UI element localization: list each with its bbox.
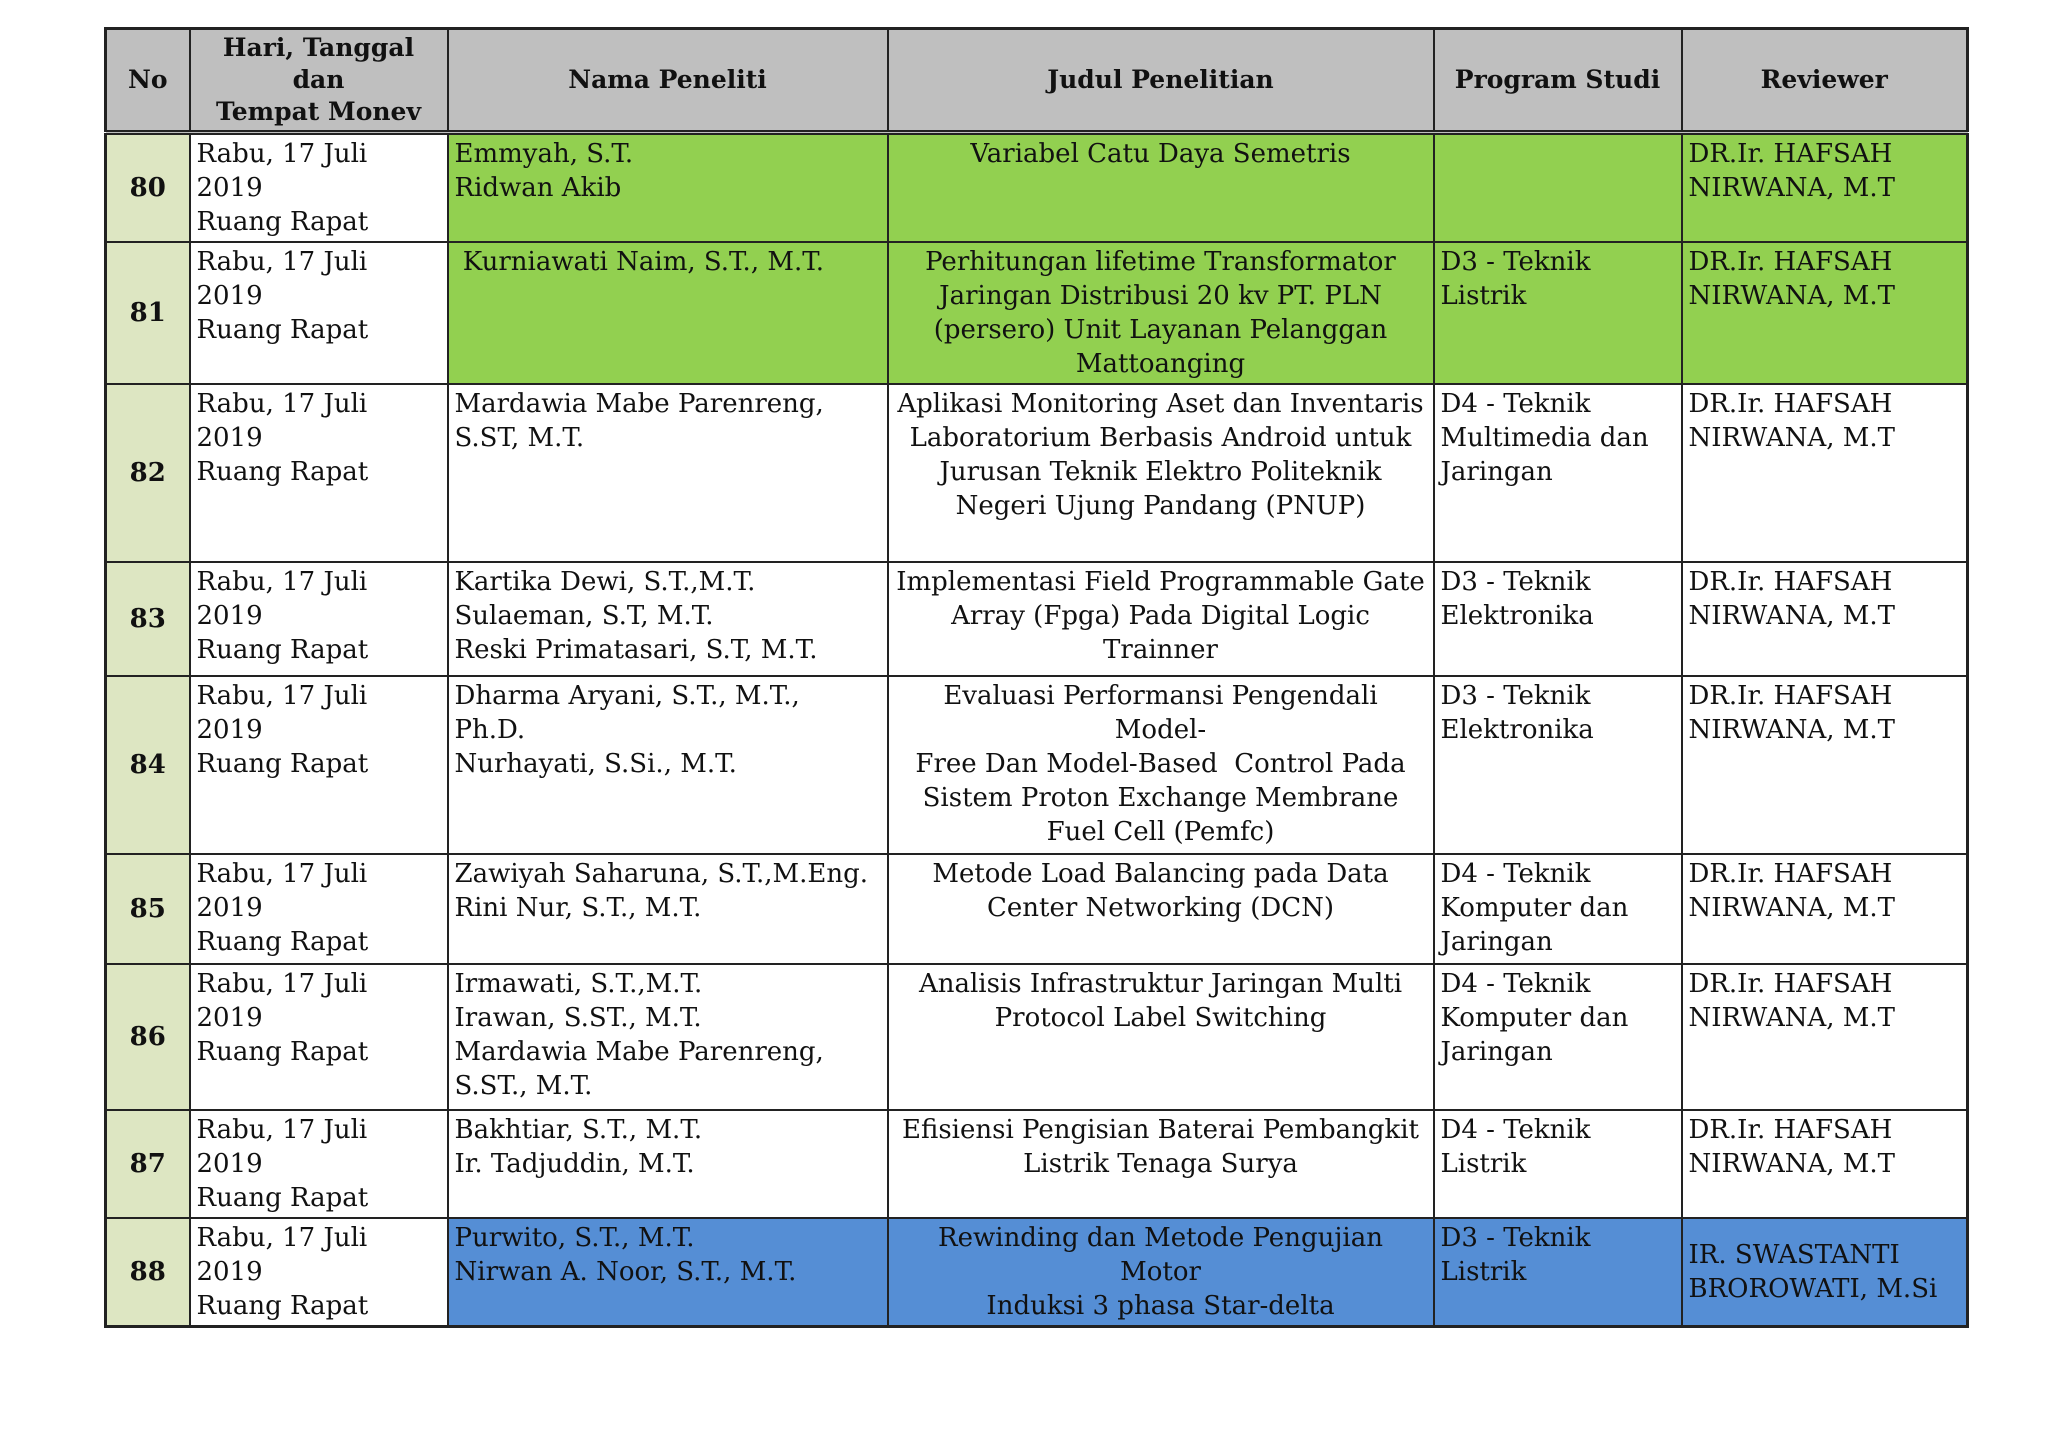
program-cell-line: D3 - Teknik: [1440, 567, 1591, 597]
reviewer-cell-line: BROROWATI, M.Si: [1688, 1274, 1938, 1304]
program-cell: [1434, 854, 1682, 964]
title-cell-line: Free Dan Model-Based Control Pada: [915, 749, 1406, 779]
row-number: 86: [106, 964, 190, 1110]
title-cell: [888, 384, 1434, 562]
researcher-cell: [448, 133, 888, 243]
reviewer-cell: [1682, 676, 1968, 854]
date-cell-line: Ruang Rapat: [196, 1037, 369, 1067]
program-cell-line: Listrik: [1440, 281, 1527, 311]
researcher-cell-line: S.ST., M.T.: [454, 1071, 593, 1101]
reviewer-cell-line: DR.Ir. HAFSAH: [1688, 969, 1893, 999]
title-cell-line: Variabel Catu Daya Semetris: [970, 139, 1351, 169]
researcher-cell-line: Nurhayati, S.Si., M.T.: [454, 749, 737, 779]
researcher-cell-line: Irawan, S.ST., M.T.: [454, 1003, 702, 1033]
header-reviewer: Reviewer: [1682, 29, 1968, 133]
date-cell-line: Ruang Rapat: [196, 1291, 369, 1321]
title-cell-line: Rewinding dan Metode Pengujian Motor: [938, 1223, 1392, 1287]
table-row: [106, 1218, 1968, 1327]
title-cell: [888, 562, 1434, 676]
date-cell-line: Rabu, 17 Juli: [196, 567, 368, 597]
reviewer-cell-line: NIRWANA, M.T: [1688, 423, 1896, 453]
date-cell: [190, 133, 448, 243]
table-row: [106, 384, 1968, 562]
program-cell: [1434, 133, 1682, 243]
date-cell-line: Ruang Rapat: [196, 635, 369, 665]
date-cell-line: 2019: [196, 173, 263, 203]
table-row: [106, 242, 1968, 384]
researcher-cell-line: Dharma Aryani, S.T., M.T.,: [454, 681, 800, 711]
title-cell-line: Jaringan Distribusi 20 kv PT. PLN: [939, 281, 1382, 311]
table-row: [106, 133, 1968, 243]
researcher-cell: [448, 562, 888, 676]
reviewer-cell-line: DR.Ir. HAFSAH: [1688, 139, 1893, 169]
program-cell-line: D4 - Teknik: [1440, 969, 1591, 999]
reviewer-cell-line: IR. SWASTANTI: [1688, 1240, 1900, 1270]
row-number: 80: [106, 133, 190, 243]
date-cell-line: 2019: [196, 601, 263, 631]
program-cell-line: Listrik: [1440, 1257, 1527, 1287]
reviewer-cell-line: NIRWANA, M.T: [1688, 1149, 1896, 1179]
program-cell: [1434, 1218, 1682, 1327]
title-cell-line: Metode Load Balancing pada Data: [932, 859, 1389, 889]
program-cell: [1434, 1110, 1682, 1218]
title-cell-line: Mattoanging: [1075, 349, 1246, 379]
title-cell-line: Jurusan Teknik Elektro Politeknik: [939, 457, 1382, 487]
header-date-line: Hari, Tanggal dan: [222, 33, 423, 94]
reviewer-cell: [1682, 133, 1968, 243]
date-cell: [190, 242, 448, 384]
title-cell-line: Evaluasi Performansi Pengendali Model-: [943, 681, 1386, 745]
row-number: 82: [106, 384, 190, 562]
program-cell-line: D3 - Teknik: [1440, 1223, 1591, 1253]
title-cell: [888, 242, 1434, 384]
reviewer-cell-line: NIRWANA, M.T: [1688, 715, 1896, 745]
date-cell-line: Rabu, 17 Juli: [196, 681, 368, 711]
title-cell-line: Perhitungan lifetime Transformator: [925, 247, 1396, 277]
date-cell-line: Ruang Rapat: [196, 457, 369, 487]
researcher-cell: [448, 242, 888, 384]
reviewer-cell-line: DR.Ir. HAFSAH: [1688, 681, 1893, 711]
title-cell-line: Induksi 3 phasa Star-delta: [986, 1291, 1335, 1321]
researcher-cell-line: Emmyah, S.T.: [454, 139, 634, 169]
researcher-cell-line: Sulaeman, S.T, M.T.: [454, 601, 714, 631]
researcher-cell-line: Rini Nur, S.T., M.T.: [454, 893, 702, 923]
researcher-cell-line: Nirwan A. Noor, S.T., M.T.: [454, 1257, 797, 1287]
date-cell-line: Ruang Rapat: [196, 1183, 369, 1213]
date-cell-line: Rabu, 17 Juli: [196, 969, 368, 999]
researcher-cell: [448, 384, 888, 562]
table-row: [106, 964, 1968, 1110]
title-cell: [888, 1110, 1434, 1218]
researcher-cell-line: Mardawia Mabe Parenreng,: [454, 389, 824, 419]
date-cell-line: 2019: [196, 1003, 263, 1033]
title-cell-line: Fuel Cell (Pemfc): [1046, 817, 1275, 847]
program-cell-line: Jaringan: [1440, 1037, 1553, 1067]
header-date: [190, 29, 448, 133]
reviewer-cell: [1682, 1110, 1968, 1218]
date-cell: [190, 1110, 448, 1218]
title-cell-line: Negeri Ujung Pandang (PNUP): [955, 491, 1366, 521]
date-cell-line: Rabu, 17 Juli: [196, 389, 368, 419]
program-cell-line: D4 - Teknik: [1440, 859, 1591, 889]
reviewer-cell-line: NIRWANA, M.T: [1688, 1003, 1896, 1033]
program-cell-line: Elektronika: [1440, 601, 1594, 631]
researcher-cell: [448, 964, 888, 1110]
program-cell: [1434, 384, 1682, 562]
reviewer-cell: [1682, 384, 1968, 562]
title-cell-line: (persero) Unit Layanan Pelanggan: [933, 315, 1388, 345]
date-cell-line: Ruang Rapat: [196, 207, 369, 237]
title-cell: [888, 133, 1434, 243]
researcher-cell: [448, 854, 888, 964]
date-cell-line: Ruang Rapat: [196, 927, 369, 957]
researcher-cell: [448, 1110, 888, 1218]
researcher-cell-line: Ph.D.: [454, 715, 526, 745]
reviewer-cell-line: NIRWANA, M.T: [1688, 601, 1896, 631]
table-row: [106, 676, 1968, 854]
date-cell-line: 2019: [196, 281, 263, 311]
date-cell: [190, 384, 448, 562]
program-cell: [1434, 676, 1682, 854]
reviewer-cell: [1682, 562, 1968, 676]
date-cell-line: Ruang Rapat: [196, 749, 369, 779]
table-row: [106, 562, 1968, 676]
program-cell-line: Listrik: [1440, 1149, 1527, 1179]
researcher-cell: [448, 1218, 888, 1327]
date-cell: [190, 854, 448, 964]
date-cell-line: 2019: [196, 715, 263, 745]
reviewer-cell: [1682, 854, 1968, 964]
date-cell-line: Ruang Rapat: [196, 315, 369, 345]
researcher-cell-line: Bakhtiar, S.T., M.T.: [454, 1115, 703, 1145]
reviewer-cell-line: NIRWANA, M.T: [1688, 173, 1896, 203]
title-cell-line: Array (Fpga) Pada Digital Logic Trainner: [951, 601, 1379, 665]
row-number: 83: [106, 562, 190, 676]
reviewer-cell: [1682, 964, 1968, 1110]
reviewer-cell-line: NIRWANA, M.T: [1688, 281, 1896, 311]
researcher-cell-line: Ridwan Akib: [454, 173, 622, 203]
researcher-cell-line: S.ST, M.T.: [454, 423, 585, 453]
researcher-cell-line: Reski Primatasari, S.T, M.T.: [454, 635, 818, 665]
date-cell-line: 2019: [196, 1149, 263, 1179]
header-program: Program Studi: [1434, 29, 1682, 133]
researcher-cell-line: Mardawia Mabe Parenreng,: [454, 1037, 824, 1067]
researcher-cell-line: Kurniawati Naim, S.T., M.T.: [454, 247, 825, 277]
reviewer-cell-line: DR.Ir. HAFSAH: [1688, 1115, 1893, 1145]
date-cell-line: Rabu, 17 Juli: [196, 139, 368, 169]
title-cell: [888, 854, 1434, 964]
program-cell-line: D4 - Teknik: [1440, 389, 1591, 419]
researcher-cell-line: Zawiyah Saharuna, S.T.,M.Eng.: [454, 859, 869, 889]
program-cell-line: D4 - Teknik: [1440, 1115, 1591, 1145]
date-cell-line: Rabu, 17 Juli: [196, 1115, 368, 1145]
title-cell-line: Aplikasi Monitoring Aset dan Inventaris: [897, 389, 1424, 419]
row-number: 87: [106, 1110, 190, 1218]
date-cell: [190, 1218, 448, 1327]
reviewer-cell: [1682, 242, 1968, 384]
reviewer-cell-line: DR.Ir. HAFSAH: [1688, 389, 1893, 419]
header-title: Judul Penelitian: [888, 29, 1434, 133]
program-cell-line: Jaringan: [1440, 927, 1553, 957]
program-cell-line: D3 - Teknik: [1440, 681, 1591, 711]
date-cell-line: Rabu, 17 Juli: [196, 1223, 368, 1253]
header-date-line: Tempat Monev: [216, 97, 421, 126]
monev-schedule-table: [104, 27, 1969, 1328]
date-cell-line: 2019: [196, 423, 263, 453]
table-row: [106, 1110, 1968, 1218]
program-cell: [1434, 964, 1682, 1110]
title-cell-line: Analisis Infrastruktur Jaringan Multi: [918, 969, 1403, 999]
title-cell-line: Sistem Proton Exchange Membrane: [922, 783, 1399, 813]
program-cell-line: Komputer dan: [1440, 893, 1629, 923]
researcher-cell-line: Irmawati, S.T.,M.T.: [454, 969, 703, 999]
date-cell: [190, 964, 448, 1110]
program-cell: [1434, 242, 1682, 384]
reviewer-cell: [1682, 1218, 1968, 1327]
researcher-cell-line: Ir. Tadjuddin, M.T.: [454, 1149, 695, 1179]
date-cell-line: Rabu, 17 Juli: [196, 859, 368, 889]
program-cell-line: Multimedia dan: [1440, 423, 1649, 453]
header-no: No: [106, 29, 190, 133]
program-cell-line: Elektronika: [1440, 715, 1594, 745]
row-number: 81: [106, 242, 190, 384]
program-cell-line: D3 - Teknik: [1440, 247, 1591, 277]
date-cell: [190, 676, 448, 854]
title-cell-line: Listrik Tenaga Surya: [1023, 1149, 1298, 1179]
program-cell-line: Jaringan: [1440, 457, 1553, 487]
reviewer-cell-line: DR.Ir. HAFSAH: [1688, 247, 1893, 277]
row-number: 85: [106, 854, 190, 964]
table-body: [106, 133, 1968, 1327]
researcher-cell-line: Purwito, S.T., M.T.: [454, 1223, 695, 1253]
program-cell-line: Komputer dan: [1440, 1003, 1629, 1033]
date-cell-line: 2019: [196, 893, 263, 923]
date-cell: [190, 562, 448, 676]
reviewer-cell-line: DR.Ir. HAFSAH: [1688, 859, 1893, 889]
header-researcher: Nama Peneliti: [448, 29, 888, 133]
title-cell-line: Center Networking (DCN): [987, 893, 1334, 923]
program-cell: [1434, 562, 1682, 676]
title-cell: [888, 964, 1434, 1110]
date-cell-line: Rabu, 17 Juli: [196, 247, 368, 277]
title-cell: [888, 676, 1434, 854]
researcher-cell-line: Kartika Dewi, S.T.,M.T.: [454, 567, 756, 597]
title-cell-line: Efisiensi Pengisian Baterai Pembangkit: [902, 1115, 1419, 1145]
reviewer-cell-line: NIRWANA, M.T: [1688, 893, 1896, 923]
date-cell-line: 2019: [196, 1257, 263, 1287]
table-row: [106, 854, 1968, 964]
title-cell-line: Implementasi Field Programmable Gate: [896, 567, 1425, 597]
researcher-cell: [448, 676, 888, 854]
title-cell-line: Laboratorium Berbasis Android untuk: [909, 423, 1412, 453]
header-row: [106, 29, 1968, 133]
title-cell: [888, 1218, 1434, 1327]
title-cell-line: Protocol Label Switching: [994, 1003, 1327, 1033]
row-number: 88: [106, 1218, 190, 1327]
reviewer-cell-line: DR.Ir. HAFSAH: [1688, 567, 1893, 597]
row-number: 84: [106, 676, 190, 854]
